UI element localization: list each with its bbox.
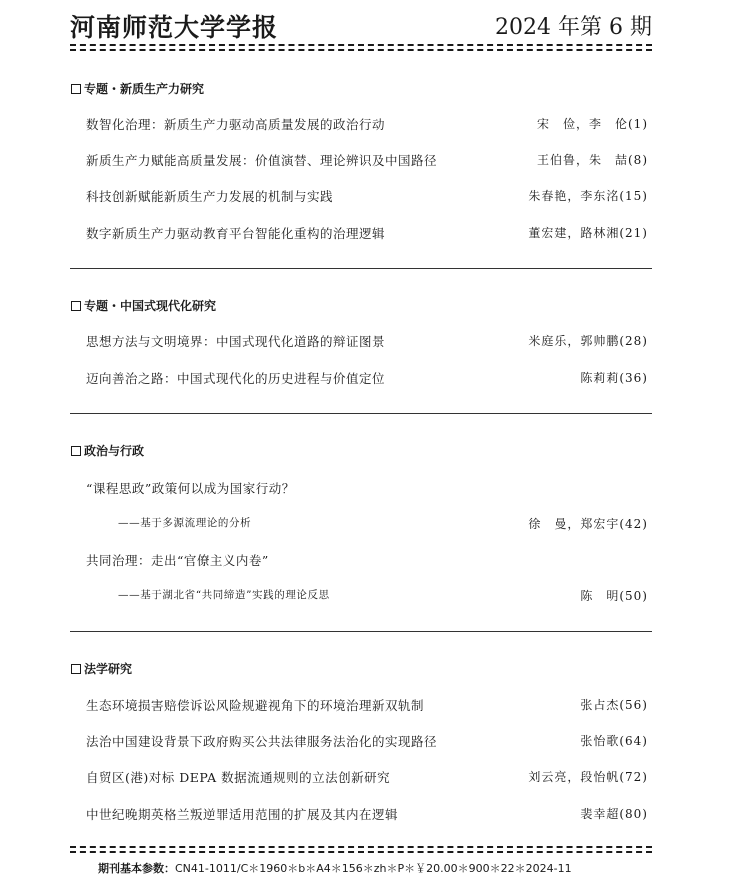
- article-subtitle-row[interactable]: [118, 587, 648, 603]
- article-authors-page: 米庭乐，郭帅鹏(28): [528, 334, 648, 348]
- checkbox-square-icon: [71, 664, 81, 674]
- article-title: 数智化治理：新质生产力驱动高质量发展的政治行动: [86, 117, 386, 132]
- header-divider: [70, 44, 652, 51]
- article-entry[interactable]: [86, 369, 648, 387]
- parameters-label: 期刊基本参数：: [98, 862, 175, 875]
- article-entry[interactable]: [86, 332, 648, 350]
- article-entry[interactable]: [86, 551, 648, 569]
- article-authors-page: 徐 曼，郑宏宇(42): [528, 517, 648, 531]
- article-title: 共同治理：走出“官僚主义内卷”: [86, 553, 269, 568]
- article-authors-page: 朱春艳，李东洺(15): [528, 189, 648, 203]
- header: [70, 8, 652, 40]
- section-title-chinese-modernization: 专题・中国式现代化研究: [71, 297, 216, 314]
- article-authors-page: 裴幸超(80): [580, 807, 648, 821]
- article-subtitle: ——基于湖北省“共同缔造”实践的理论反思: [118, 589, 330, 601]
- article-entry[interactable]: [86, 768, 648, 786]
- article-title: 数字新质生产力驱动教育平台智能化重构的治理逻辑: [86, 226, 386, 241]
- article-entry[interactable]: [86, 224, 648, 242]
- parameters-value: CN41-1011/C＊1960＊b＊A4＊156＊zh＊P＊￥20.00＊900＊22＊2024-11: [175, 862, 572, 875]
- article-entry[interactable]: [86, 187, 648, 205]
- article-title: 新质生产力赋能高质量发展：价值演替、理论辨识及中国路径: [86, 153, 438, 168]
- article-authors-page: 陈莉莉(36): [580, 371, 648, 385]
- article-subtitle-row[interactable]: [118, 515, 648, 531]
- article-title: 法治中国建设背景下政府购买公共法律服务法治化的实现路径: [86, 734, 438, 749]
- article-title: 思想方法与文明境界：中国式现代化道路的辩证图景: [86, 334, 386, 349]
- section-divider: [70, 631, 652, 632]
- article-title: “课程思政”政策何以成为国家行动？: [86, 481, 295, 496]
- article-title: 生态环境损害赔偿诉讼风险规避视角下的环境治理新双轨制: [86, 698, 425, 713]
- article-authors-page: 张怡歌(64): [580, 734, 648, 748]
- checkbox-square-icon: [71, 84, 81, 94]
- article-entry[interactable]: [86, 115, 648, 133]
- article-authors-page: 王伯鲁，朱 喆(8): [537, 153, 648, 167]
- article-authors-page: 张占杰(56): [580, 698, 648, 712]
- journal-parameters: [98, 860, 572, 876]
- article-authors-page: 陈 明(50): [580, 589, 648, 603]
- article-entry[interactable]: [86, 151, 648, 169]
- article-authors-page: 刘云亮，段怡帆(72): [528, 770, 648, 784]
- article-authors-page: 宋 俭，李 伦(1): [537, 117, 648, 131]
- article-title: 科技创新赋能新质生产力发展的机制与实践: [86, 189, 334, 204]
- article-title: 中世纪晚期英格兰叛逆罪适用范围的扩展及其内在逻辑: [86, 807, 399, 822]
- checkbox-square-icon: [71, 446, 81, 456]
- section-divider: [70, 413, 652, 414]
- article-entry[interactable]: [86, 479, 648, 497]
- issue-number: 2024 年第 6 期: [495, 15, 652, 40]
- article-subtitle: ——基于多源流理论的分析: [118, 517, 252, 529]
- section-title-law-research: 法学研究: [71, 660, 132, 677]
- article-title: 迈向善治之路：中国式现代化的历史进程与价值定位: [86, 371, 386, 386]
- checkbox-square-icon: [71, 301, 81, 311]
- section-divider: [70, 268, 652, 269]
- section-title-politics-administration: 政治与行政: [71, 442, 144, 459]
- footer-divider: [70, 846, 652, 853]
- section-title-new-productivity: 专题・新质生产力研究: [71, 80, 204, 97]
- article-title: 自贸区(港)对标 DEPA 数据流通规则的立法创新研究: [86, 770, 391, 785]
- journal-title: 河南师范大学学报: [70, 13, 279, 42]
- article-authors-page: 董宏建，路林湘(21): [528, 226, 648, 240]
- article-entry[interactable]: [86, 732, 648, 750]
- article-entry[interactable]: [86, 805, 648, 823]
- article-entry[interactable]: [86, 696, 648, 714]
